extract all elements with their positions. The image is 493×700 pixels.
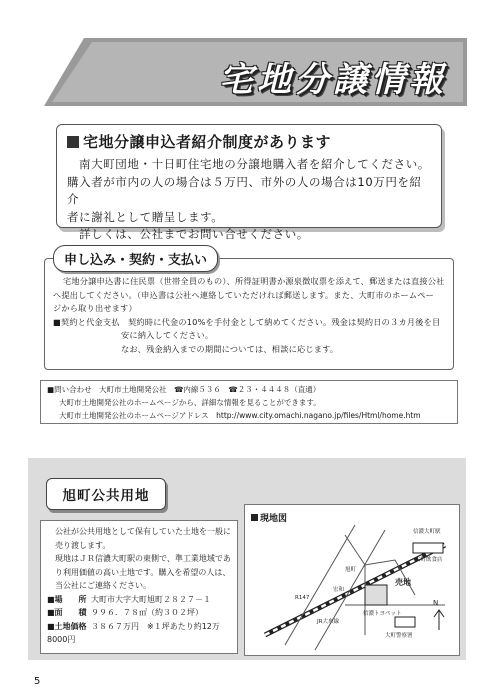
map-label-shop: 旭町 <box>345 567 357 573</box>
contact-box <box>40 380 458 424</box>
asahimachi-section <box>28 458 466 660</box>
application-line: ■契約と代金支払 契約時に代金の10%を手付金として納めてください。残金は契約日の３カ月後を目 <box>53 316 441 327</box>
application-line: ジから取り出せます） <box>53 303 137 313</box>
map-label-hotel: 信濃トヨペット <box>363 611 402 617</box>
application-line: 安に納入してください。 <box>121 330 214 340</box>
referral-notice-box <box>56 124 442 241</box>
application-box <box>44 253 454 370</box>
contact-line: 大町市土地開発公社のホームページから、詳細な情報を見ることができます。 <box>59 398 321 407</box>
contact-line[interactable]: 大町市土地開発公社のホームページアドレス http://www.city.omachi.nagano.jp/files/Html/home.htm <box>59 411 421 420</box>
description-paragraph: 現地はＪＲ信濃大町駅の東側で、準工業地域であり利用価値の高い土地です。購入を希望の人は、当公社にご連絡ください。 <box>55 554 231 590</box>
map-label-store: 宏和 <box>333 587 345 593</box>
section-banner <box>44 38 467 106</box>
asahimachi-description <box>40 520 238 654</box>
map-label-sale: 売地 <box>395 578 411 587</box>
page-number: 5 <box>34 676 41 687</box>
map-label-building: 大町飲食店 <box>415 557 443 563</box>
detail-row-area: ■面 積 ９９６．７８㎡（約３０２坪） <box>47 608 203 617</box>
map-label-station: 信濃大町駅 <box>413 529 441 535</box>
application-title: 申し込み・契約・支払い <box>53 245 218 272</box>
map-label-r147: R147 <box>295 595 310 601</box>
location-map <box>244 504 460 656</box>
map-label-route: JR大糸線 <box>317 619 339 625</box>
description-paragraph: 公社が公共用地として保有していた土地を一般に売り渡します。 <box>55 527 231 550</box>
referral-heading: 宅地分譲申込者紹介制度があります <box>67 131 431 152</box>
detail-row-location: ■場 所 大町市大字大町旭町２８２７－１ <box>47 594 211 604</box>
application-line: なお、残金納入までの期間については、相談に応じます。 <box>121 343 339 354</box>
referral-line: 者に謝礼として贈呈します。 <box>67 209 224 224</box>
asahimachi-title: 旭町公共用地 <box>46 478 166 510</box>
application-line: へ提出してください。（申込書は公社へ連絡していただければ郵送します。また、大町市のホームペー <box>53 289 435 300</box>
referral-line: 詳しくは、公社までお問い合せください。 <box>79 227 309 241</box>
bullet-square-icon <box>67 136 79 148</box>
detail-row-price: ■土地価格 ３８６７万円 ※１坪あたり約12万8000円 <box>47 621 220 644</box>
contact-line: ■問い合わせ 大町市土地開発公社 ☎内線５３６ ☎２３・４４４８（直通） <box>47 385 321 394</box>
application-line: 宅地分譲申込書に住民票（世帯全員のもの）、所得証明書か源泉徴収票を添えて、郵送または直接公社 <box>63 276 445 286</box>
referral-line: 南大町団地・十日町住宅地の分譲地購入者を紹介してください。 <box>79 157 430 171</box>
map-label-police: 大町警察署 <box>385 633 413 639</box>
page-title: 宅地分譲情報 <box>219 60 447 100</box>
map-title: 現地図 <box>251 511 287 524</box>
north-icon: N <box>433 599 439 607</box>
referral-line: 購入者が市内の人の場合は５万円、市外の人の場合は10万円を紹介 <box>67 174 422 206</box>
